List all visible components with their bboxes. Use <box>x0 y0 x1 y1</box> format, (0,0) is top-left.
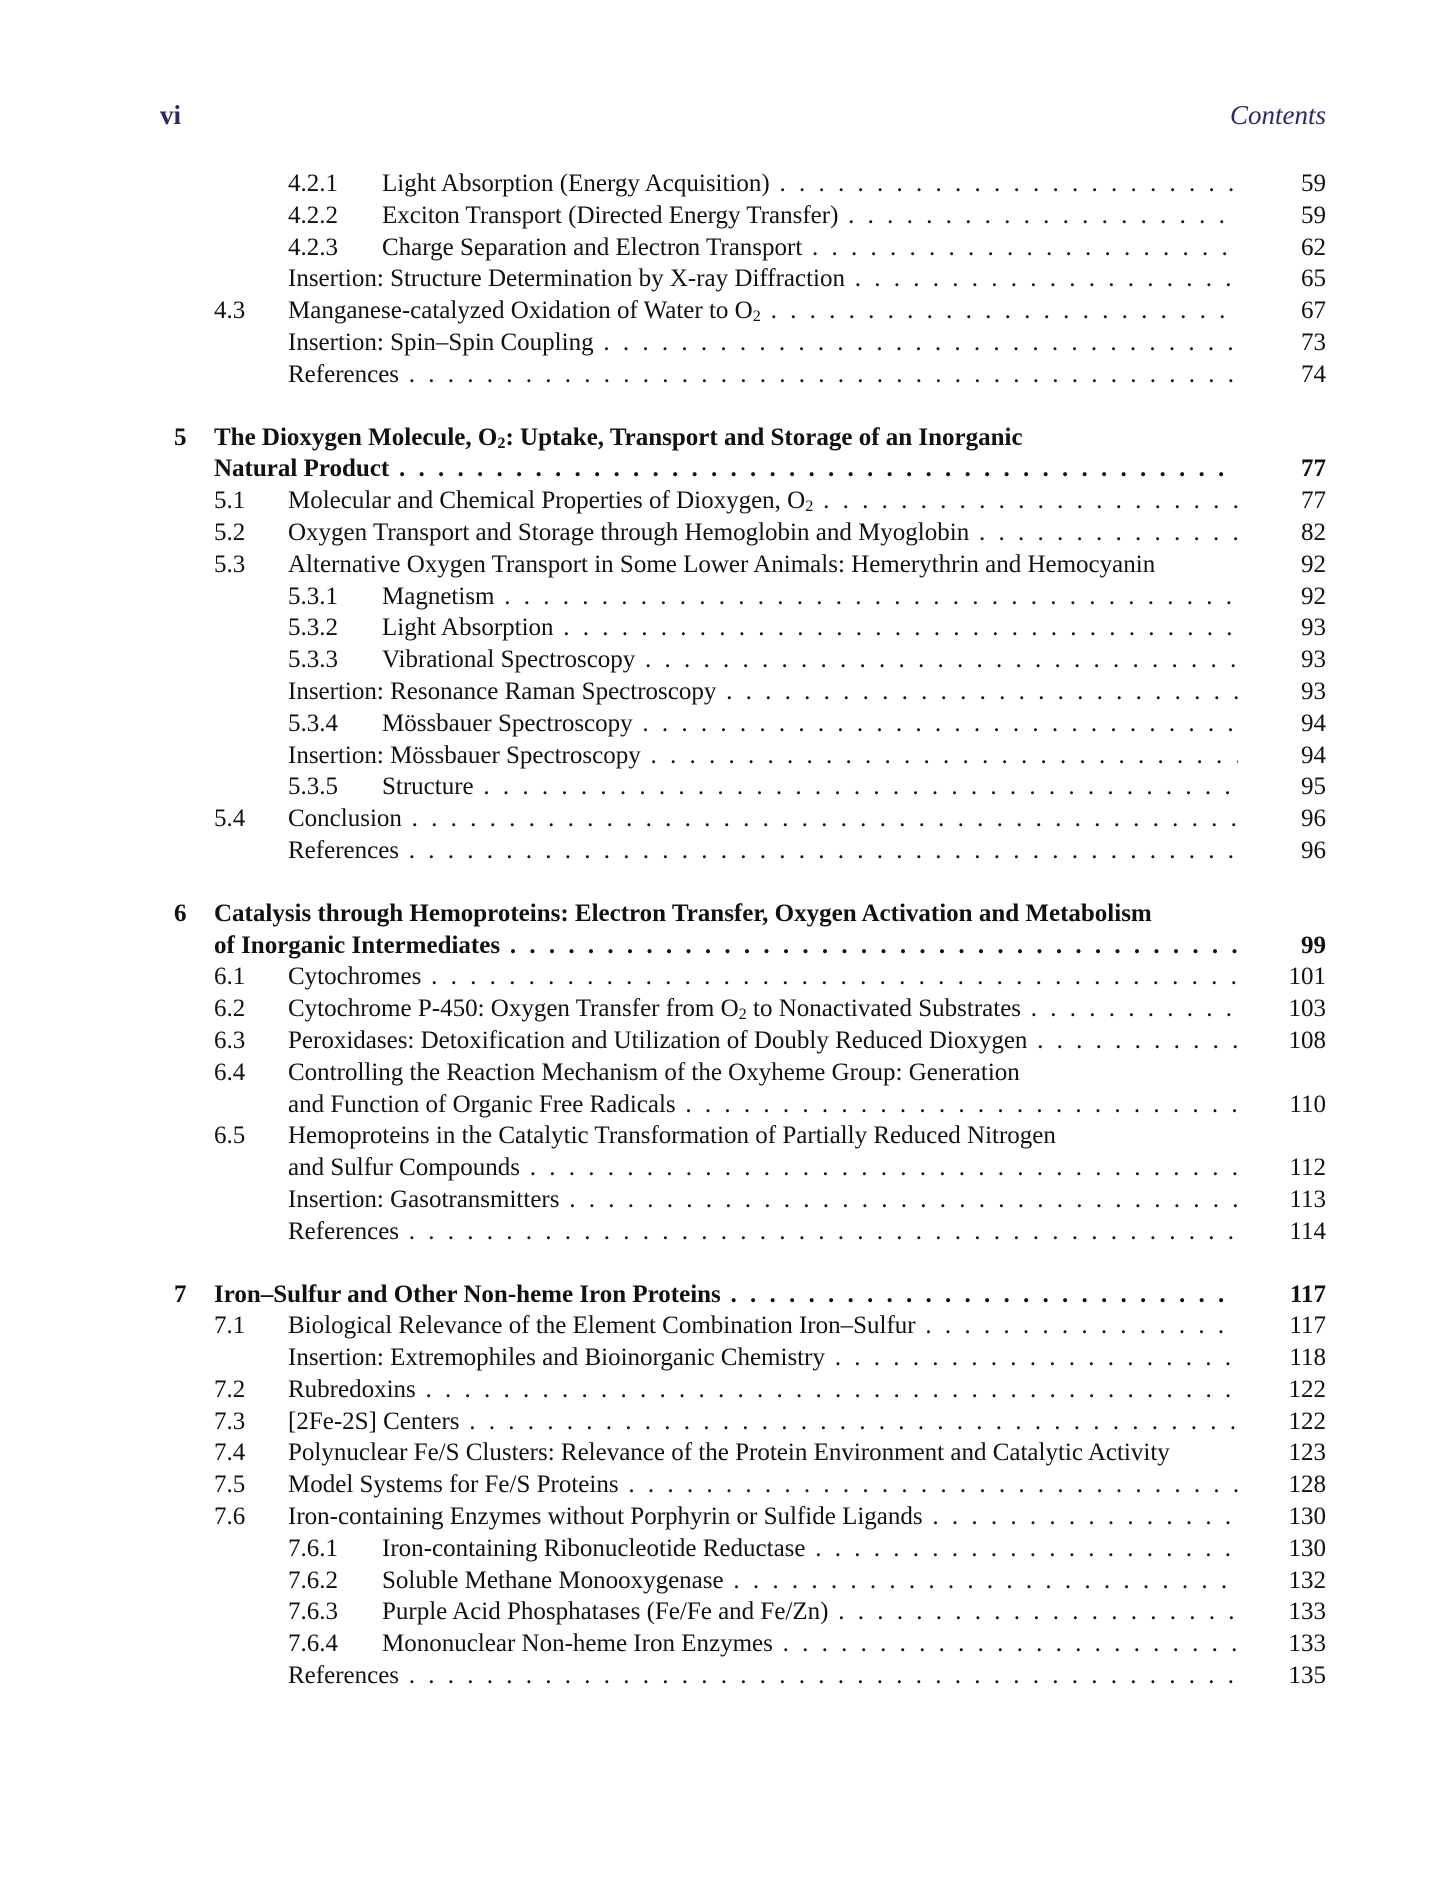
toc-entry-title <box>288 1184 1238 1216</box>
toc-page-number: 94 <box>1301 741 1326 769</box>
toc-entry-title-text: Iron–Sulfur and Other Non-heme Iron Proteins <box>214 1280 721 1308</box>
toc-entry[interactable] <box>160 1025 1326 1057</box>
toc-entry-number: 7.1 <box>214 1312 246 1340</box>
section-gap <box>160 391 1326 422</box>
toc-entry-title <box>288 1374 1238 1406</box>
toc-entry-title-text: Cytochrome P-450: Oxygen Transfer from O <box>288 995 739 1023</box>
toc-entry[interactable] <box>160 1596 1326 1628</box>
toc-entry-number: 5.4 <box>214 805 246 833</box>
toc-entry[interactable] <box>160 359 1326 391</box>
toc-entry-number: 7.6.2 <box>288 1566 338 1594</box>
toc-page-number: 93 <box>1301 677 1326 705</box>
toc-entry-title-text: Iron-containing Ribonucleotide Reductase <box>382 1534 806 1562</box>
toc-page-number: 112 <box>1289 1154 1326 1182</box>
toc-entry-title-text: Structure <box>382 773 474 801</box>
toc-entry-title <box>214 930 1238 962</box>
toc-entry[interactable] <box>160 644 1326 676</box>
toc-entry-title <box>288 359 1238 391</box>
toc-entry-title <box>288 263 1238 295</box>
toc-entry[interactable] <box>160 295 1326 327</box>
toc-entry-title <box>214 1279 1238 1311</box>
toc-entry-title <box>288 1406 1238 1438</box>
toc-page-number: 117 <box>1289 1280 1326 1308</box>
toc-entry-title-text: References <box>288 1662 400 1690</box>
toc-entry-title-text: Manganese-catalyzed Oxidation of Water to O <box>288 297 753 325</box>
toc-page-number: 62 <box>1301 233 1326 261</box>
toc-entry-title <box>382 1596 1238 1628</box>
toc-page-number: 65 <box>1301 265 1326 293</box>
toc-page-number: 118 <box>1289 1344 1326 1372</box>
toc-page-number: 67 <box>1301 297 1326 325</box>
toc-entry-number: 4.2.2 <box>288 201 338 229</box>
toc-entry-title <box>382 232 1238 264</box>
toc-entry-title <box>382 1628 1238 1660</box>
toc-entry-title-text: References <box>288 1217 400 1245</box>
toc-entry-number: 6.3 <box>214 1026 246 1054</box>
toc-page-number: 73 <box>1301 328 1326 356</box>
toc-entry-title <box>288 1469 1238 1501</box>
toc-page-number: 108 <box>1288 1026 1326 1054</box>
toc-page-number: 59 <box>1301 201 1326 229</box>
toc-page-number: 77 <box>1301 487 1326 515</box>
toc-entry-title <box>288 1089 1238 1121</box>
toc-entry[interactable] <box>160 1057 1326 1089</box>
toc-entry[interactable] <box>160 993 1326 1025</box>
toc-page-number: 93 <box>1301 646 1326 674</box>
toc-entry-number: 5.3.3 <box>288 646 338 674</box>
toc-entry-number: 4.2.1 <box>288 170 338 197</box>
toc-entry[interactable] <box>160 708 1326 740</box>
toc-chapter-entry[interactable] <box>160 453 1326 485</box>
toc-page-number: 135 <box>1288 1662 1326 1690</box>
toc-entry-number: 7.6.3 <box>288 1598 338 1626</box>
toc-entry-number: 7.3 <box>214 1407 246 1435</box>
toc-entry[interactable] <box>160 581 1326 613</box>
toc-entry-number: 5.3 <box>214 550 246 578</box>
toc-entry-title-text: of Inorganic Intermediates <box>214 931 501 959</box>
toc-entry-title-text: Oxygen Transport and Storage through Hemoglobin and Myoglobin <box>288 518 970 546</box>
toc-entry-number: 6.1 <box>214 963 246 991</box>
toc-page-number: 103 <box>1288 995 1326 1023</box>
toc-entry-number: 6.5 <box>214 1122 246 1150</box>
toc-entry-number: 7.6.4 <box>288 1630 338 1658</box>
toc-entry-title <box>288 1057 1020 1089</box>
toc-entry-number: 7.2 <box>214 1375 246 1403</box>
toc-entry-title <box>288 1152 1238 1184</box>
toc-entry-title <box>288 1025 1238 1057</box>
toc-entry-title-text: Natural Product <box>214 455 390 483</box>
toc-entry[interactable] <box>160 612 1326 644</box>
toc-entry-title-text: Soluble Methane Monooxygenase <box>382 1566 724 1594</box>
toc-page-number: 117 <box>1289 1312 1326 1340</box>
toc-entry-number: 7.4 <box>214 1439 246 1467</box>
toc-entry[interactable] <box>160 771 1326 803</box>
toc-entry-title <box>288 835 1238 867</box>
toc-entry-title <box>382 771 1238 803</box>
toc-page-number: 110 <box>1289 1090 1326 1118</box>
section-gap <box>160 867 1326 898</box>
toc-entry[interactable] <box>160 835 1326 867</box>
toc-entry-title <box>288 327 1238 359</box>
toc-entry-title-text: The Dioxygen Molecule, O <box>214 423 498 451</box>
toc-entry-title-text: Light Absorption (Energy Acquisition) <box>382 170 770 197</box>
toc-page-number: 128 <box>1288 1471 1326 1499</box>
toc-entry-title <box>382 644 1238 676</box>
subscript: 2 <box>738 1005 747 1024</box>
toc-entry-title-text: and Sulfur Compounds <box>288 1154 520 1182</box>
toc-entry-title <box>288 993 1238 1025</box>
toc-entry-title <box>288 1310 1238 1342</box>
toc-entry-number: 5.1 <box>214 487 246 515</box>
toc-entry-title-text: Polynuclear Fe/S Clusters: Relevance of the Protein Environment and Catalytic Activity <box>288 1439 1170 1467</box>
toc-entry-title <box>382 1533 1238 1565</box>
toc-entry-number: 7.6.1 <box>288 1534 338 1562</box>
toc-page-number: 93 <box>1301 614 1326 642</box>
toc-entry-title <box>288 961 1238 993</box>
toc-chapter-entry[interactable] <box>160 930 1326 962</box>
subscript: 2 <box>752 307 761 326</box>
toc-page-number: 77 <box>1301 455 1326 483</box>
toc-entry[interactable] <box>160 1565 1326 1597</box>
toc-entry-title-continuation: : Uptake, Transport and Storage of an Inorganic <box>505 423 1023 451</box>
toc-entry[interactable] <box>160 200 1326 232</box>
toc-entry-number: 5.3.2 <box>288 614 338 642</box>
toc-entry[interactable] <box>160 1152 1326 1184</box>
toc-entry-number: 7 <box>174 1280 187 1308</box>
toc-entry-title-text: Insertion: Spin–Spin Coupling <box>288 328 594 356</box>
toc-entry-title-text: Light Absorption <box>382 614 554 642</box>
subscript: 2 <box>497 433 506 452</box>
toc-chapter-entry[interactable] <box>160 1279 1326 1311</box>
toc-entry-title <box>288 485 1238 517</box>
toc-entry-number: 5.3.4 <box>288 709 338 737</box>
toc-entry[interactable] <box>160 1628 1326 1660</box>
toc-entry[interactable] <box>160 1310 1326 1342</box>
toc-entry-title <box>214 422 1023 454</box>
toc-entry-title <box>288 549 1155 581</box>
toc-page-number: 122 <box>1288 1407 1326 1435</box>
toc-entry[interactable] <box>160 740 1326 772</box>
toc-entry-number: 4.2.3 <box>288 233 338 261</box>
toc-entry-title <box>288 803 1238 835</box>
toc-entry-title-text: Catalysis through Hemoproteins: Electron Transfer, Oxygen Activation and Metabolism <box>214 899 1152 927</box>
toc-entry-title-text: Cytochromes <box>288 963 422 991</box>
toc-entry-title-text: Rubredoxins <box>288 1375 416 1403</box>
toc-page-number: 101 <box>1288 963 1326 991</box>
toc-entry-title-text: Exciton Transport (Directed Energy Transfer) <box>382 201 839 229</box>
toc-entry[interactable] <box>160 1184 1326 1216</box>
toc-page-number: 96 <box>1301 836 1326 864</box>
toc-entry-number: 4.3 <box>214 297 246 325</box>
toc-page-number: 130 <box>1288 1503 1326 1531</box>
toc-entry[interactable] <box>160 263 1326 295</box>
toc-entry[interactable] <box>160 549 1326 581</box>
toc-entry[interactable] <box>160 1660 1326 1692</box>
toc-entry[interactable] <box>160 232 1326 264</box>
toc-entry-title <box>382 581 1238 613</box>
toc-entry-title-text: Insertion: Resonance Raman Spectroscopy <box>288 677 717 705</box>
toc-entry-title-text: Magnetism <box>382 582 495 610</box>
toc-entry-title-text: Insertion: Gasotransmitters <box>288 1185 560 1213</box>
toc-entry-title <box>382 200 1238 232</box>
toc-entry-title <box>288 517 1238 549</box>
toc-entry[interactable] <box>160 961 1326 993</box>
toc-entry-title-text: Peroxidases: Detoxification and Utilization of Doubly Reduced Dioxygen <box>288 1026 1028 1054</box>
toc-entry[interactable] <box>160 1469 1326 1501</box>
toc-entry-title-text: Biological Relevance of the Element Combination Iron–Sulfur <box>288 1312 916 1340</box>
toc-entry-title-text: and Function of Organic Free Radicals <box>288 1090 676 1118</box>
toc-entry-number: 5 <box>174 423 187 451</box>
toc-entry-title-continuation: to Nonactivated Substrates <box>746 995 1022 1023</box>
toc-entry-title <box>382 708 1238 740</box>
toc-entry[interactable] <box>160 1342 1326 1374</box>
toc-entry-title <box>382 1565 1238 1597</box>
toc-entry-title <box>288 676 1238 708</box>
toc-entry-title-text: Insertion: Mössbauer Spectroscopy <box>288 741 641 769</box>
toc-entry-title <box>288 740 1238 772</box>
toc-chapter-entry[interactable] <box>160 898 1326 930</box>
toc-page-number: 74 <box>1301 360 1326 388</box>
toc-entry-title <box>288 1342 1238 1374</box>
toc-entry[interactable] <box>160 1216 1326 1248</box>
toc-entry[interactable] <box>160 517 1326 549</box>
toc-entry-title-text: Hemoproteins in the Catalytic Transformation of Partially Reduced Nitrogen <box>288 1122 1056 1150</box>
toc-entry-title <box>382 612 1238 644</box>
toc-page-number: 94 <box>1301 709 1326 737</box>
toc-entry-title-text: Mössbauer Spectroscopy <box>382 709 633 737</box>
toc-entry-number: 5.3.5 <box>288 773 338 801</box>
toc-page-number: 122 <box>1288 1375 1326 1403</box>
toc-entry-title-text: Mononuclear Non-heme Iron Enzymes <box>382 1630 773 1658</box>
toc-page-number: 130 <box>1288 1534 1326 1562</box>
table-of-contents <box>160 168 1326 1692</box>
toc-entry-title <box>288 1660 1238 1692</box>
toc-entry-number: 6.4 <box>214 1058 246 1086</box>
toc-page-number: 132 <box>1288 1566 1326 1594</box>
toc-entry-title-text: Insertion: Structure Determination by X-ray Diffraction <box>288 265 846 293</box>
toc-entry[interactable] <box>160 1374 1326 1406</box>
toc-entry-title-text: Conclusion <box>288 805 402 833</box>
toc-entry-title <box>288 1501 1238 1533</box>
toc-entry[interactable] <box>160 803 1326 835</box>
toc-entry-number: 7.6 <box>214 1503 246 1531</box>
toc-page-number: 92 <box>1301 582 1326 610</box>
page-number: vi <box>160 100 182 130</box>
toc-entry[interactable] <box>160 1501 1326 1533</box>
running-head: Contents <box>1229 100 1326 130</box>
toc-entry-title-text: Charge Separation and Electron Transport <box>382 233 803 261</box>
toc-entry-title-text: Alternative Oxygen Transport in Some Lower Animals: Hemerythrin and Hemocyanin <box>288 550 1156 578</box>
toc-entry-number: 5.2 <box>214 518 246 546</box>
toc-entry-title-text: Molecular and Chemical Properties of Dioxygen, O <box>288 487 806 515</box>
toc-page-number: 96 <box>1301 805 1326 833</box>
toc-entry-number: 7.5 <box>214 1471 246 1499</box>
toc-entry-title <box>214 898 1152 930</box>
toc-entry[interactable] <box>160 1406 1326 1438</box>
toc-entry-title <box>214 453 1238 485</box>
toc-entry-number: 6 <box>174 899 187 927</box>
toc-entry-number: 5.3.1 <box>288 582 338 610</box>
toc-page-number: 123 <box>1288 1439 1326 1467</box>
toc-entry[interactable] <box>160 1437 1326 1469</box>
toc-entry-title-text: Insertion: Extremophiles and Bioinorganic Chemistry <box>288 1344 825 1372</box>
toc-page-number: 133 <box>1288 1598 1326 1626</box>
toc-entry[interactable] <box>160 485 1326 517</box>
toc-entry-title <box>288 1120 1056 1152</box>
toc-entry-title-text: Controlling the Reaction Mechanism of the Oxyheme Group: Generation <box>288 1058 1020 1086</box>
subscript: 2 <box>805 497 814 516</box>
toc-entry-title-text: Model Systems for Fe/S Proteins <box>288 1471 619 1499</box>
toc-entry-number: 6.2 <box>214 995 246 1023</box>
page-header <box>160 100 1326 140</box>
toc-entry[interactable] <box>160 327 1326 359</box>
toc-entry[interactable] <box>160 676 1326 708</box>
toc-page-number: 114 <box>1289 1217 1326 1245</box>
toc-entry[interactable] <box>160 1533 1326 1565</box>
toc-page-number: 82 <box>1301 518 1326 546</box>
toc-entry-title <box>288 295 1238 327</box>
toc-entry-title <box>288 1437 1170 1469</box>
toc-entry-title-text: References <box>288 836 400 864</box>
toc-entry-title-text: Iron-containing Enzymes without Porphyrin or Sulfide Ligands <box>288 1503 923 1531</box>
toc-entry-title <box>288 1216 1238 1248</box>
toc-entry[interactable] <box>160 1120 1326 1152</box>
toc-page-number: 113 <box>1289 1185 1326 1213</box>
toc-entry-title <box>382 168 1238 200</box>
toc-entry[interactable] <box>160 168 1326 200</box>
section-gap <box>160 1248 1326 1279</box>
toc-page-number: 92 <box>1301 550 1326 578</box>
toc-page-number: 59 <box>1301 170 1326 197</box>
toc-entry-title-text: References <box>288 360 400 388</box>
toc-entry-title-text: Purple Acid Phosphatases (Fe/Fe and Fe/Zn) <box>382 1598 829 1626</box>
toc-entry-title-text: [2Fe-2S] Centers <box>288 1407 460 1435</box>
toc-entry-title-text: Vibrational Spectroscopy <box>382 646 636 674</box>
toc-page-number: 95 <box>1301 773 1326 801</box>
toc-entry[interactable] <box>160 1089 1326 1121</box>
toc-page-number: 99 <box>1301 931 1326 959</box>
toc-chapter-entry[interactable] <box>160 422 1326 454</box>
toc-page-number: 133 <box>1288 1630 1326 1658</box>
